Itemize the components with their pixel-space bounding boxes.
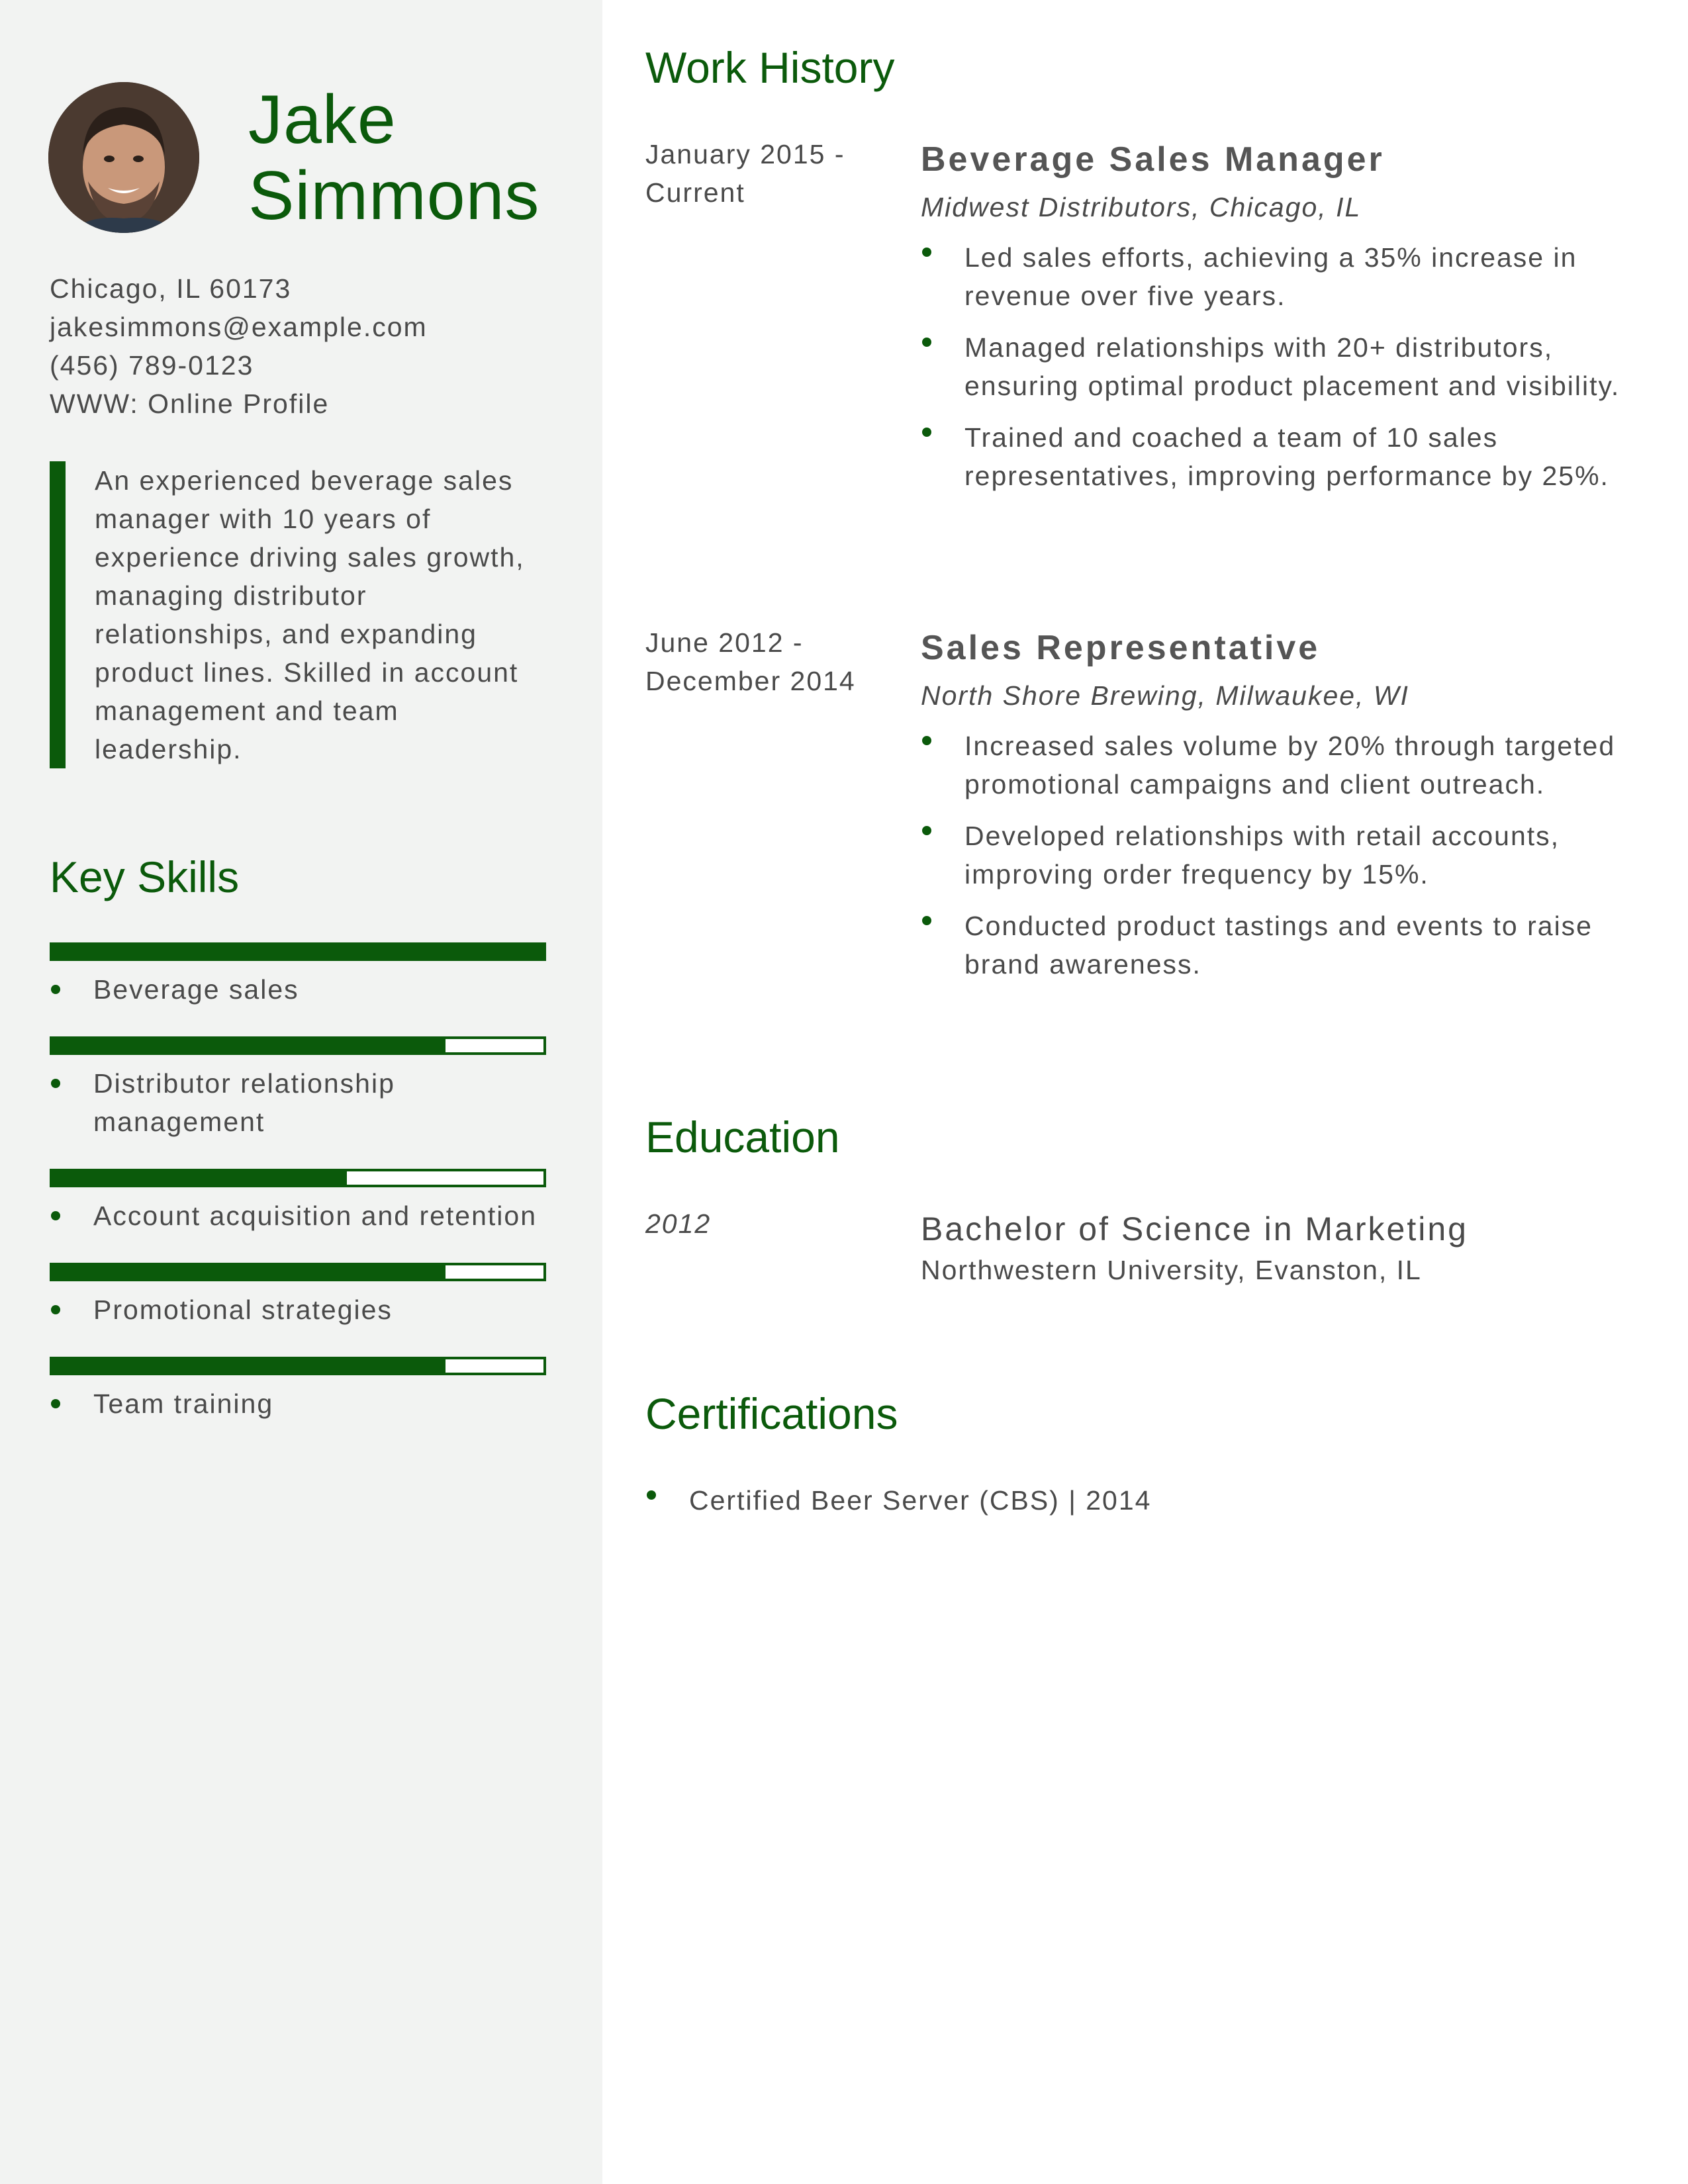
education-degree: Bachelor of Science in Marketing [921, 1210, 1468, 1248]
job-bullet [921, 238, 1636, 315]
skill-label: Account acquisition and retention [93, 1201, 538, 1231]
contact-website[interactable]: WWW: Online Profile [50, 388, 330, 419]
education-school: Northwestern University, Evanston, IL [921, 1255, 1422, 1285]
certification-text: Certified Beer Server (CBS) | 2014 [689, 1485, 1152, 1516]
skill-entry [50, 1263, 546, 1329]
skill-level-fill [52, 1039, 445, 1052]
skill-entry [50, 1357, 546, 1423]
work-history-heading: Work History [645, 43, 895, 92]
skill-level-fill [52, 1265, 445, 1279]
job-date: June 2012 - December 2014 [645, 627, 856, 696]
job-title: Sales Representative [921, 629, 1321, 667]
contact-email[interactable]: jakesimmons@example.com [50, 312, 428, 342]
last-name: Simmons [248, 158, 540, 234]
contact-phone: (456) 789-0123 [50, 350, 254, 381]
skill-item [50, 970, 546, 1009]
education-year: 2012 [645, 1208, 712, 1239]
job-company: Midwest Distributors, Chicago, IL [921, 192, 1362, 222]
bullet-text: Increased sales volume by 20% through targeted promotional campaigns and client outreach. [964, 731, 1616, 799]
job-date: January 2015 - Current [645, 139, 845, 208]
contact-info [50, 269, 428, 423]
professional-summary: An experienced beverage sales manager with 10 years of experience driving sales growth, managing distributor relationships, and expanding product lines. Skilled in account management and team leadership. [50, 461, 553, 768]
bullet-dot-icon [922, 248, 931, 257]
job-bullet [921, 817, 1636, 893]
skill-level-bar [50, 942, 546, 961]
bullet-dot-icon [51, 1399, 60, 1408]
job-company: North Shore Brewing, Milwaukee, WI [921, 680, 1409, 711]
bullet-text: Trained and coached a team of 10 sales representatives, improving performance by 25%. [964, 422, 1609, 491]
bullet-dot-icon [922, 916, 931, 925]
education-heading: Education [645, 1113, 840, 1161]
bullet-dot-icon [922, 338, 931, 347]
job-bullet [921, 418, 1636, 495]
bullet-dot-icon [51, 1079, 60, 1088]
skill-label: Promotional strategies [93, 1295, 393, 1325]
job-title: Beverage Sales Manager [921, 140, 1385, 179]
bullet-dot-icon [51, 1211, 60, 1220]
profile-photo [48, 82, 199, 233]
skill-level-bar [50, 1263, 546, 1281]
job-bullet [921, 727, 1636, 803]
bullet-text: Managed relationships with 20+ distributors, ensuring optimal product placement and visibility. [964, 332, 1620, 401]
skill-level-bar [50, 1169, 546, 1187]
skill-item [50, 1291, 546, 1329]
certifications-heading: Certifications [645, 1389, 898, 1438]
skill-item [50, 1197, 546, 1235]
bullet-dot-icon [922, 736, 931, 745]
skill-item [50, 1385, 546, 1423]
certification-item [645, 1481, 1645, 1520]
skill-entry [50, 942, 546, 1009]
job-bullet [921, 907, 1636, 983]
bullet-text: Led sales efforts, achieving a 35% increase in revenue over five years. [964, 242, 1577, 311]
bullet-dot-icon [922, 826, 931, 835]
skill-level-fill [52, 1359, 445, 1373]
skill-level-bar [50, 1357, 546, 1375]
contact-location: Chicago, IL 60173 [50, 273, 292, 304]
bullet-text: Developed relationships with retail accounts, improving order frequency by 15%. [964, 821, 1560, 889]
skills-heading: Key Skills [50, 852, 240, 901]
skill-item [50, 1064, 546, 1141]
bullet-dot-icon [647, 1490, 656, 1500]
person-name [248, 82, 539, 234]
skill-level-fill [52, 945, 543, 958]
skill-label: Distributor relationship management [93, 1068, 395, 1137]
bullet-text: Conducted product tastings and events to raise brand awareness. [964, 911, 1593, 979]
job-bullets [921, 727, 1636, 983]
job-bullet [921, 328, 1636, 405]
first-name: Jake [248, 81, 397, 158]
skill-entry [50, 1036, 546, 1141]
skill-label: Team training [93, 1388, 274, 1419]
skill-level-bar [50, 1036, 546, 1055]
certifications-list [645, 1481, 1645, 1520]
skill-label: Beverage sales [93, 974, 299, 1005]
bullet-dot-icon [51, 985, 60, 994]
bullet-dot-icon [51, 1305, 60, 1314]
skills-list [50, 942, 546, 1451]
sidebar [0, 0, 602, 2184]
job-bullets [921, 238, 1636, 495]
skill-entry [50, 1169, 546, 1235]
skill-level-fill [52, 1171, 347, 1185]
bullet-dot-icon [922, 428, 931, 437]
